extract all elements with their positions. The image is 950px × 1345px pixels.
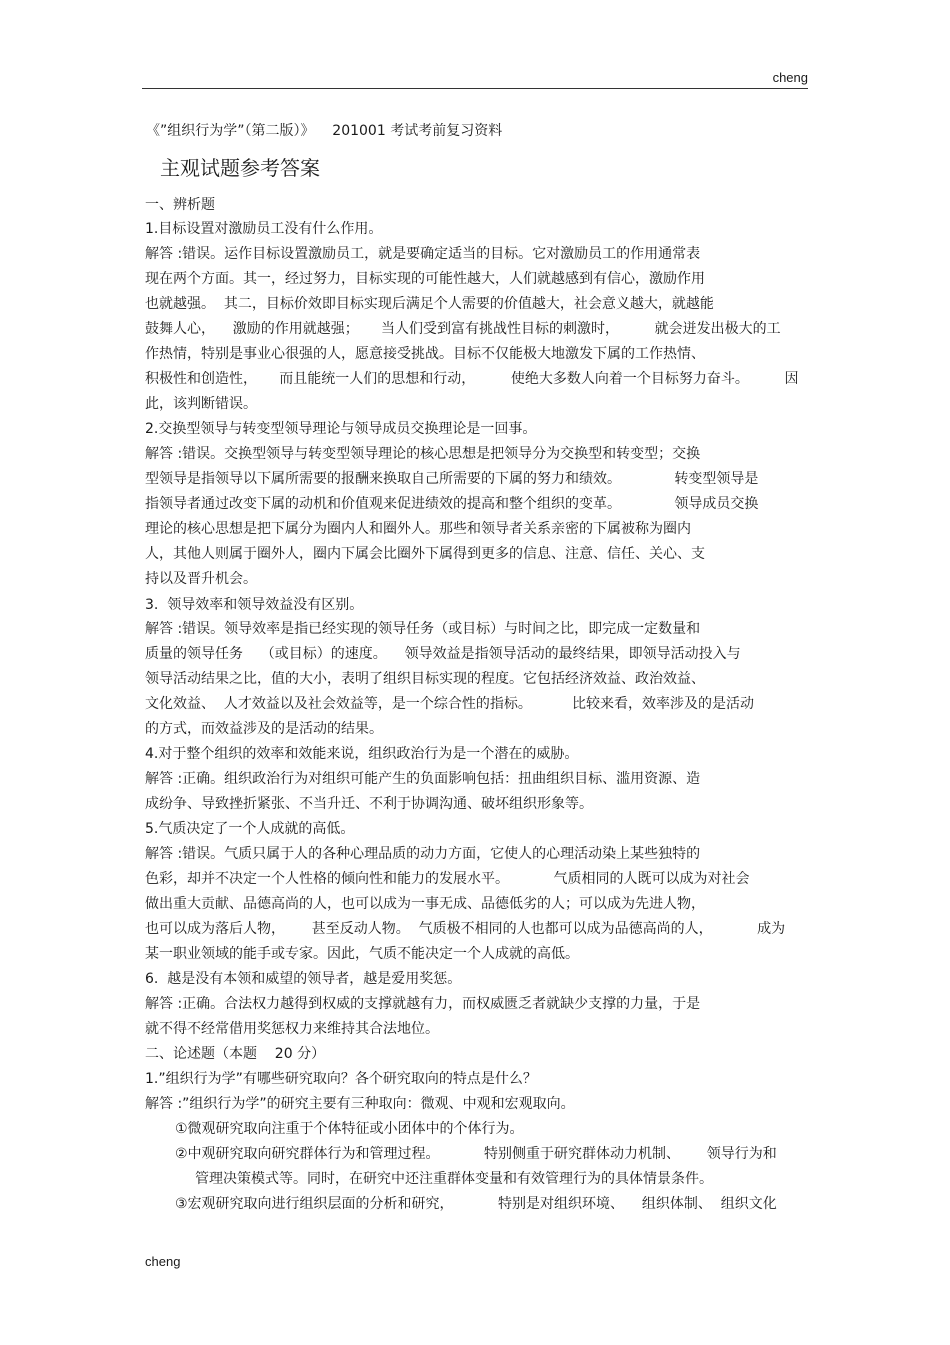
answer-line: 人，其他人则属于圈外人，圈内下属会比圈外下属得到更多的信息、注意、信任、关心、支 bbox=[145, 546, 705, 562]
answer-line: 做出重大贡献、品德高尚的人，也可以成为一事无成、品德低劣的人；可以成为先进人物， bbox=[145, 896, 705, 912]
question: 4.对于整个组织的效率和效能来说，组织政治行为是一个潜在的威胁。 bbox=[145, 746, 579, 762]
answer-line: 解答 :错误。交换型领导与转变型领导理论的核心思想是把领导分为交换型和转变型；交换 bbox=[145, 446, 701, 462]
answer-line: 解答 :正确。合法权力越得到权威的支撑就越有力，而权威匮乏者就缺少支撑的力量，于是 bbox=[145, 996, 701, 1012]
answer-line: 也就越强。 其二，目标价效即目标实现后满足个人需要的价值越大，社会意义越大，就越能 bbox=[145, 296, 714, 312]
answer-line: 色彩，却并不决定一个人性格的倾向性和能力的发展水平。 气质相同的人既可以成为对社会 bbox=[145, 871, 750, 887]
answer-line: 理论的核心思想是把下属分为圈内人和圈外人。那些和领导者关系亲密的下属被称为圈内 bbox=[145, 521, 691, 537]
answer-list-item: ②中观研究取向研究群体行为和管理过程。 特别侧重于研究群体动力机制、 领导行为和 bbox=[175, 1146, 777, 1162]
question: 2.交换型领导与转变型领导理论与领导成员交换理论是一回事。 bbox=[145, 421, 537, 437]
answer-line: 此，该判断错误。 bbox=[145, 396, 257, 412]
answer-line: 积极性和创造性， 而且能统一人们的思想和行动， 使绝大多数人向着一个目标努力奋斗。 因 bbox=[145, 371, 799, 387]
answer-line: 解答 :”组织行为学”的研究主要有三种取向：微观、中观和宏观取向。 bbox=[145, 1096, 575, 1112]
answer-line: 解答 :错误。领导效率是指已经实现的领导任务（或目标）与时间之比，即完成一定数量和 bbox=[145, 621, 701, 637]
answer-list-item: ③宏观研究取向进行组织层面的分析和研究， 特别是对组织环境、 组织体制、 组织文化 bbox=[175, 1196, 777, 1212]
answer-line: 型领导是指领导以下属所需要的报酬来换取自己所需要的下属的努力和绩效。 转变型领导是 bbox=[145, 471, 759, 487]
answer-line: 解答 :错误。运作目标设置激励员工，就是要确定适当的目标。它对激励员工的作用通常表 bbox=[145, 246, 701, 262]
section-heading: 二、论述题（本题 20 分） bbox=[145, 1046, 326, 1062]
answer-line: 某一职业领域的能手或专家。因此，气质不能决定一个人成就的高低。 bbox=[145, 946, 579, 962]
question: 1.目标设置对激励员工没有什么作用。 bbox=[145, 221, 383, 237]
answer-list-item: ①微观研究取向注重于个体特征或小团体中的个体行为。 bbox=[175, 1121, 524, 1137]
answer-line: 质量的领导任务 （或目标）的速度。 领导效益是指领导活动的最终结果，即领导活动投入与 bbox=[145, 646, 741, 662]
answer-line: 的方式，而效益涉及的是活动的结果。 bbox=[145, 721, 383, 737]
answer-line: 持以及晋升机会。 bbox=[145, 571, 257, 587]
question: 3. 领导效率和领导效益没有区别。 bbox=[145, 597, 364, 613]
answer-line: 也可以成为落后人物， 甚至反动人物。 气质极不相同的人也都可以成为品德高尚的人， 成为 bbox=[145, 921, 786, 937]
page-footer-author: cheng bbox=[145, 1254, 181, 1269]
question: 5.气质决定了一个人成就的高低。 bbox=[145, 821, 355, 837]
question: 1.”组织行为学”有哪些研究取向？各个研究取向的特点是什么？ bbox=[145, 1071, 537, 1087]
answer-line: 就不得不经常借用奖惩权力来维持其合法地位。 bbox=[145, 1021, 439, 1037]
header-divider bbox=[142, 88, 808, 89]
answer-line: 鼓舞人心， 激励的作用就越强； 当人们受到富有挑战性目标的刺激时， 就会迸发出极大的工 bbox=[145, 321, 781, 337]
answer-line: 解答 :正确。组织政治行为对组织可能产生的负面影响包括：扭曲组织目标、滥用资源、造 bbox=[145, 771, 701, 787]
answer-list-continuation: 管理决策模式等。同时，在研究中还注重群体变量和有效管理行为的具体情景条件。 bbox=[195, 1171, 713, 1187]
question: 6. 越是没有本领和威望的领导者，越是爱用奖惩。 bbox=[145, 971, 462, 987]
answer-line: 解答 :错误。气质只属于人的各种心理品质的动力方面，它使人的心理活动染上某些独特的 bbox=[145, 846, 701, 862]
page-header-author: cheng bbox=[772, 70, 808, 85]
answer-line: 现在两个方面。其一，经过努力，目标实现的可能性越大，人们就越感到有信心，激励作用 bbox=[145, 271, 705, 287]
answer-line: 指领导者通过改变下属的动机和价值观来促进绩效的提高和整个组织的变革。 领导成员交换 bbox=[145, 496, 759, 512]
answer-line: 成纷争、导致挫折紧张、不当升迁、不利于协调沟通、破坏组织形象等。 bbox=[145, 796, 593, 812]
answer-line: 领导活动结果之比，值的大小，表明了组织目标实现的程度。它包括经济效益、政治效益、 bbox=[145, 671, 705, 687]
answer-line: 作热情，特别是事业心很强的人，愿意接受挑战。目标不仅能极大地激发下属的工作热情、 bbox=[145, 346, 705, 362]
answer-line: 文化效益、 人才效益以及社会效益等，是一个综合性的指标。 比较来看，效率涉及的是活动 bbox=[145, 696, 754, 712]
section-heading: 一、辨析题 bbox=[145, 197, 215, 213]
document-subtitle: 主观试题参考答案 bbox=[160, 156, 320, 180]
document-title: 《”组织行为学”（第二版）》 201001 考试考前复习资料 bbox=[146, 123, 503, 139]
